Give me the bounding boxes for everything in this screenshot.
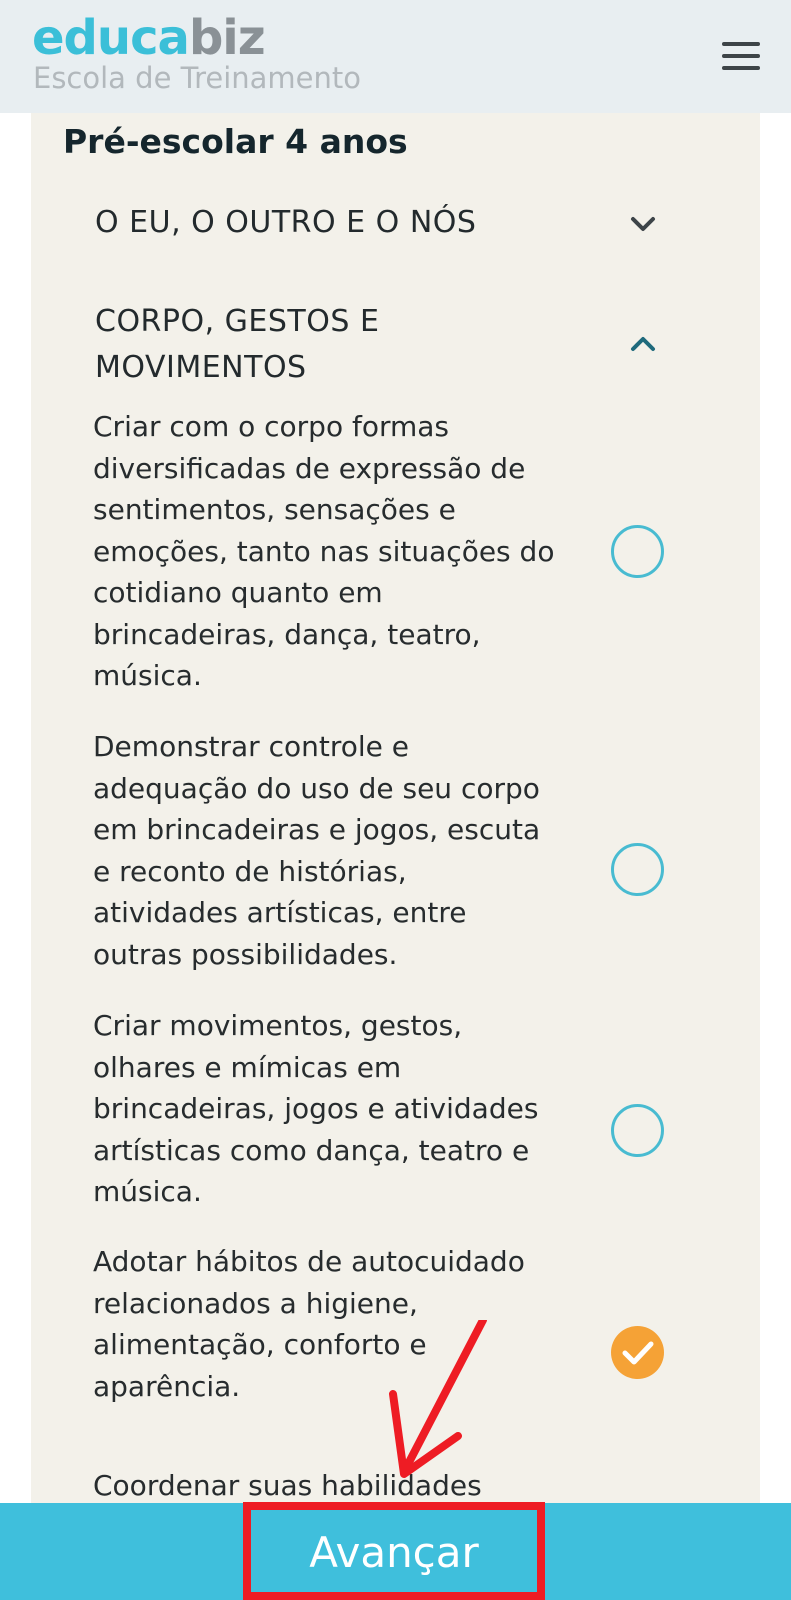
advance-button[interactable]: Avançar bbox=[243, 1502, 545, 1600]
chevron-down-icon[interactable] bbox=[625, 206, 661, 242]
list-item-text: Demonstrar controle e adequação do uso de seu corpo em brincadeiras e jogos, escuta e reconto de histórias, atividades artísticas, entre outras possibilidades. bbox=[93, 730, 541, 971]
item-radio-button[interactable] bbox=[611, 1104, 664, 1157]
accordion-header-corpo-gestos-line2[interactable]: MOVIMENTOS bbox=[95, 350, 307, 385]
item-radio-button[interactable] bbox=[611, 525, 664, 578]
accordion-header-corpo-gestos-line1[interactable]: CORPO, GESTOS E bbox=[95, 304, 380, 339]
list-item-text: Criar movimentos, gestos, olhares e mímicas em brincadeiras, jogos e atividades artísticas como dança, teatro e música. bbox=[93, 1009, 539, 1208]
app-header bbox=[0, 0, 791, 113]
item-radio-button[interactable] bbox=[611, 843, 664, 896]
annotation-arrow-icon bbox=[380, 1320, 490, 1500]
item-radio-button-checked[interactable] bbox=[611, 1326, 664, 1379]
list-item-text: Criar com o corpo formas diversificadas de expressão de sentimentos, sensações e emoções, tanto nas situações do cotidiano quanto em brincadeiras, dança, teatro, música. bbox=[93, 410, 555, 692]
hamburger-menu-icon[interactable] bbox=[722, 42, 762, 72]
list-item-text: Coordenar suas habilidades bbox=[93, 1469, 482, 1502]
logo-tagline: Escola de Treinamento bbox=[33, 61, 362, 95]
list-item-text: Adotar hábitos de autocuidado relacionados a higiene, alimentação, conforto e aparência. bbox=[93, 1245, 525, 1403]
educabiz-logo[interactable]: educabiz bbox=[32, 10, 265, 66]
accordion-header-o-eu-o-outro-e-o-nos[interactable]: O EU, O OUTRO E O NÓS bbox=[95, 205, 477, 240]
page-title: Pré-escolar 4 anos bbox=[63, 122, 408, 161]
chevron-up-icon[interactable] bbox=[625, 326, 661, 362]
checkmark-icon bbox=[621, 1338, 655, 1368]
